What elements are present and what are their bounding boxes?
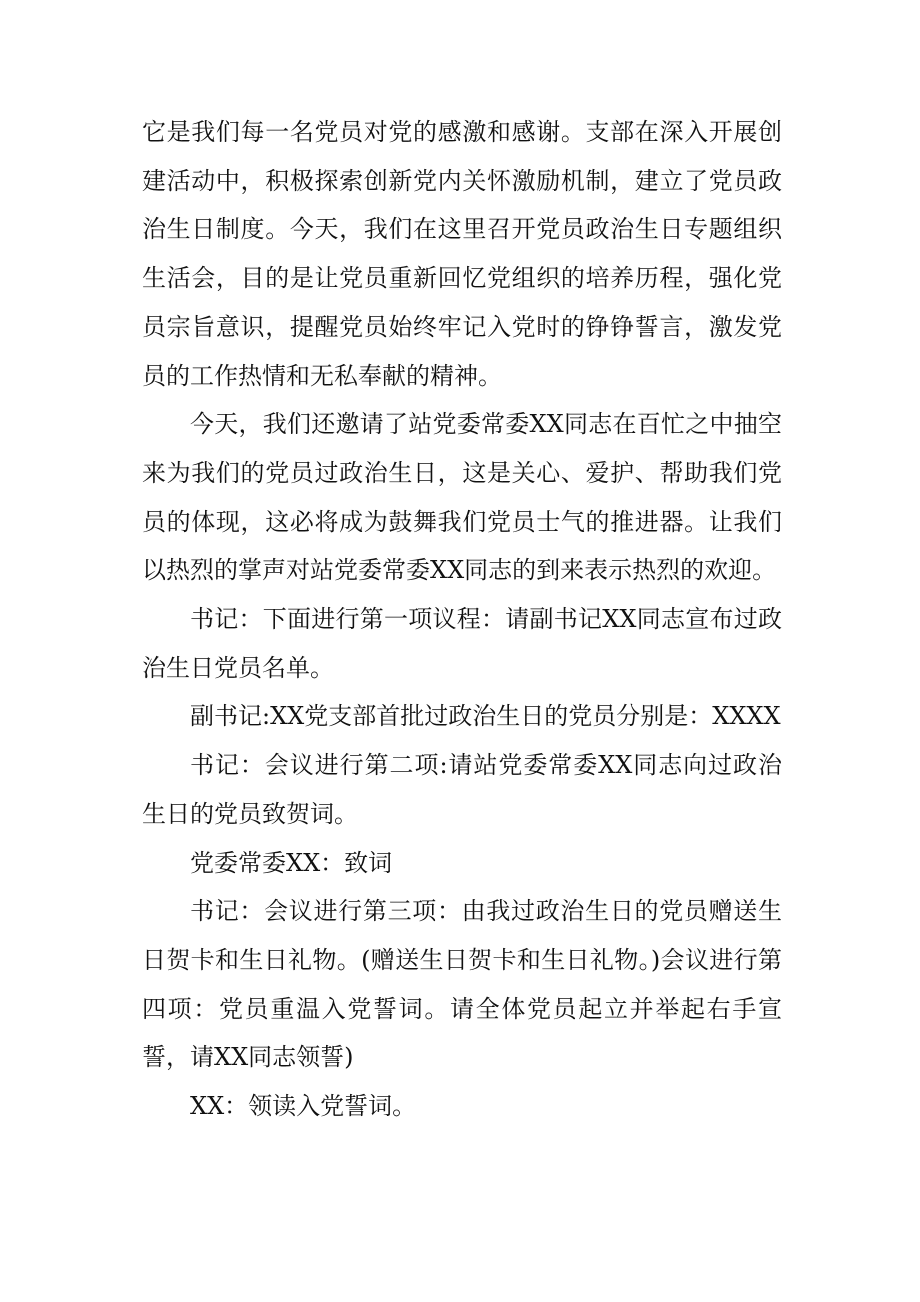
paragraph-continuation: 它是我们每一名党员对党的感激和感谢。支部在深入开展创建活动中，积极探索创新党内关怀激励机制，建立了党员政治生日制度。今天，我们在这里召开党员政治生日专题组织生活会，目的是让党员重新回忆党组织的培养历程，强化党员宗旨意识，提醒党员始终牢记入党时的铮铮誓言，激发党员的工作热情和无私奉献的精神。: [142, 118, 782, 390]
paragraph-member-list: 副书记:XX党支部首批过政治生日的党员分别是：XXXX: [190, 702, 781, 731]
document-body: [142, 108, 782, 1131]
paragraph-agenda-1: 书记：下面进行第一项议程：请副书记XX同志宣布过政治生日党员名单。: [142, 605, 782, 682]
paragraph-oath: XX：领读入党誓词。: [190, 1092, 417, 1121]
paragraph-agenda-2: 书记：会议进行第二项:请站党委常委XX同志向过政治生日的党员致贺词。: [142, 751, 782, 828]
paragraph-agenda-3-4: 书记：会议进行第三项：由我过政治生日的党员赠送生日贺卡和生日礼物。(赠送生日贺卡和生日礼物。)会议进行第四项：党员重温入党誓词。请全体党员起立并举起右手宣誓，请XX同志领誓): [142, 897, 782, 1072]
paragraph-speech: 党委常委XX：致词: [190, 848, 393, 877]
paragraph-invitation: 今天，我们还邀请了站党委常委XX同志在百忙之中抽空来为我们的党员过政治生日，这是关心、爱护、帮助我们党员的体现，这必将成为鼓舞我们党员士气的推进器。让我们以热烈的掌声对站党委常委XX同志的到来表示热烈的欢迎。: [142, 410, 782, 585]
